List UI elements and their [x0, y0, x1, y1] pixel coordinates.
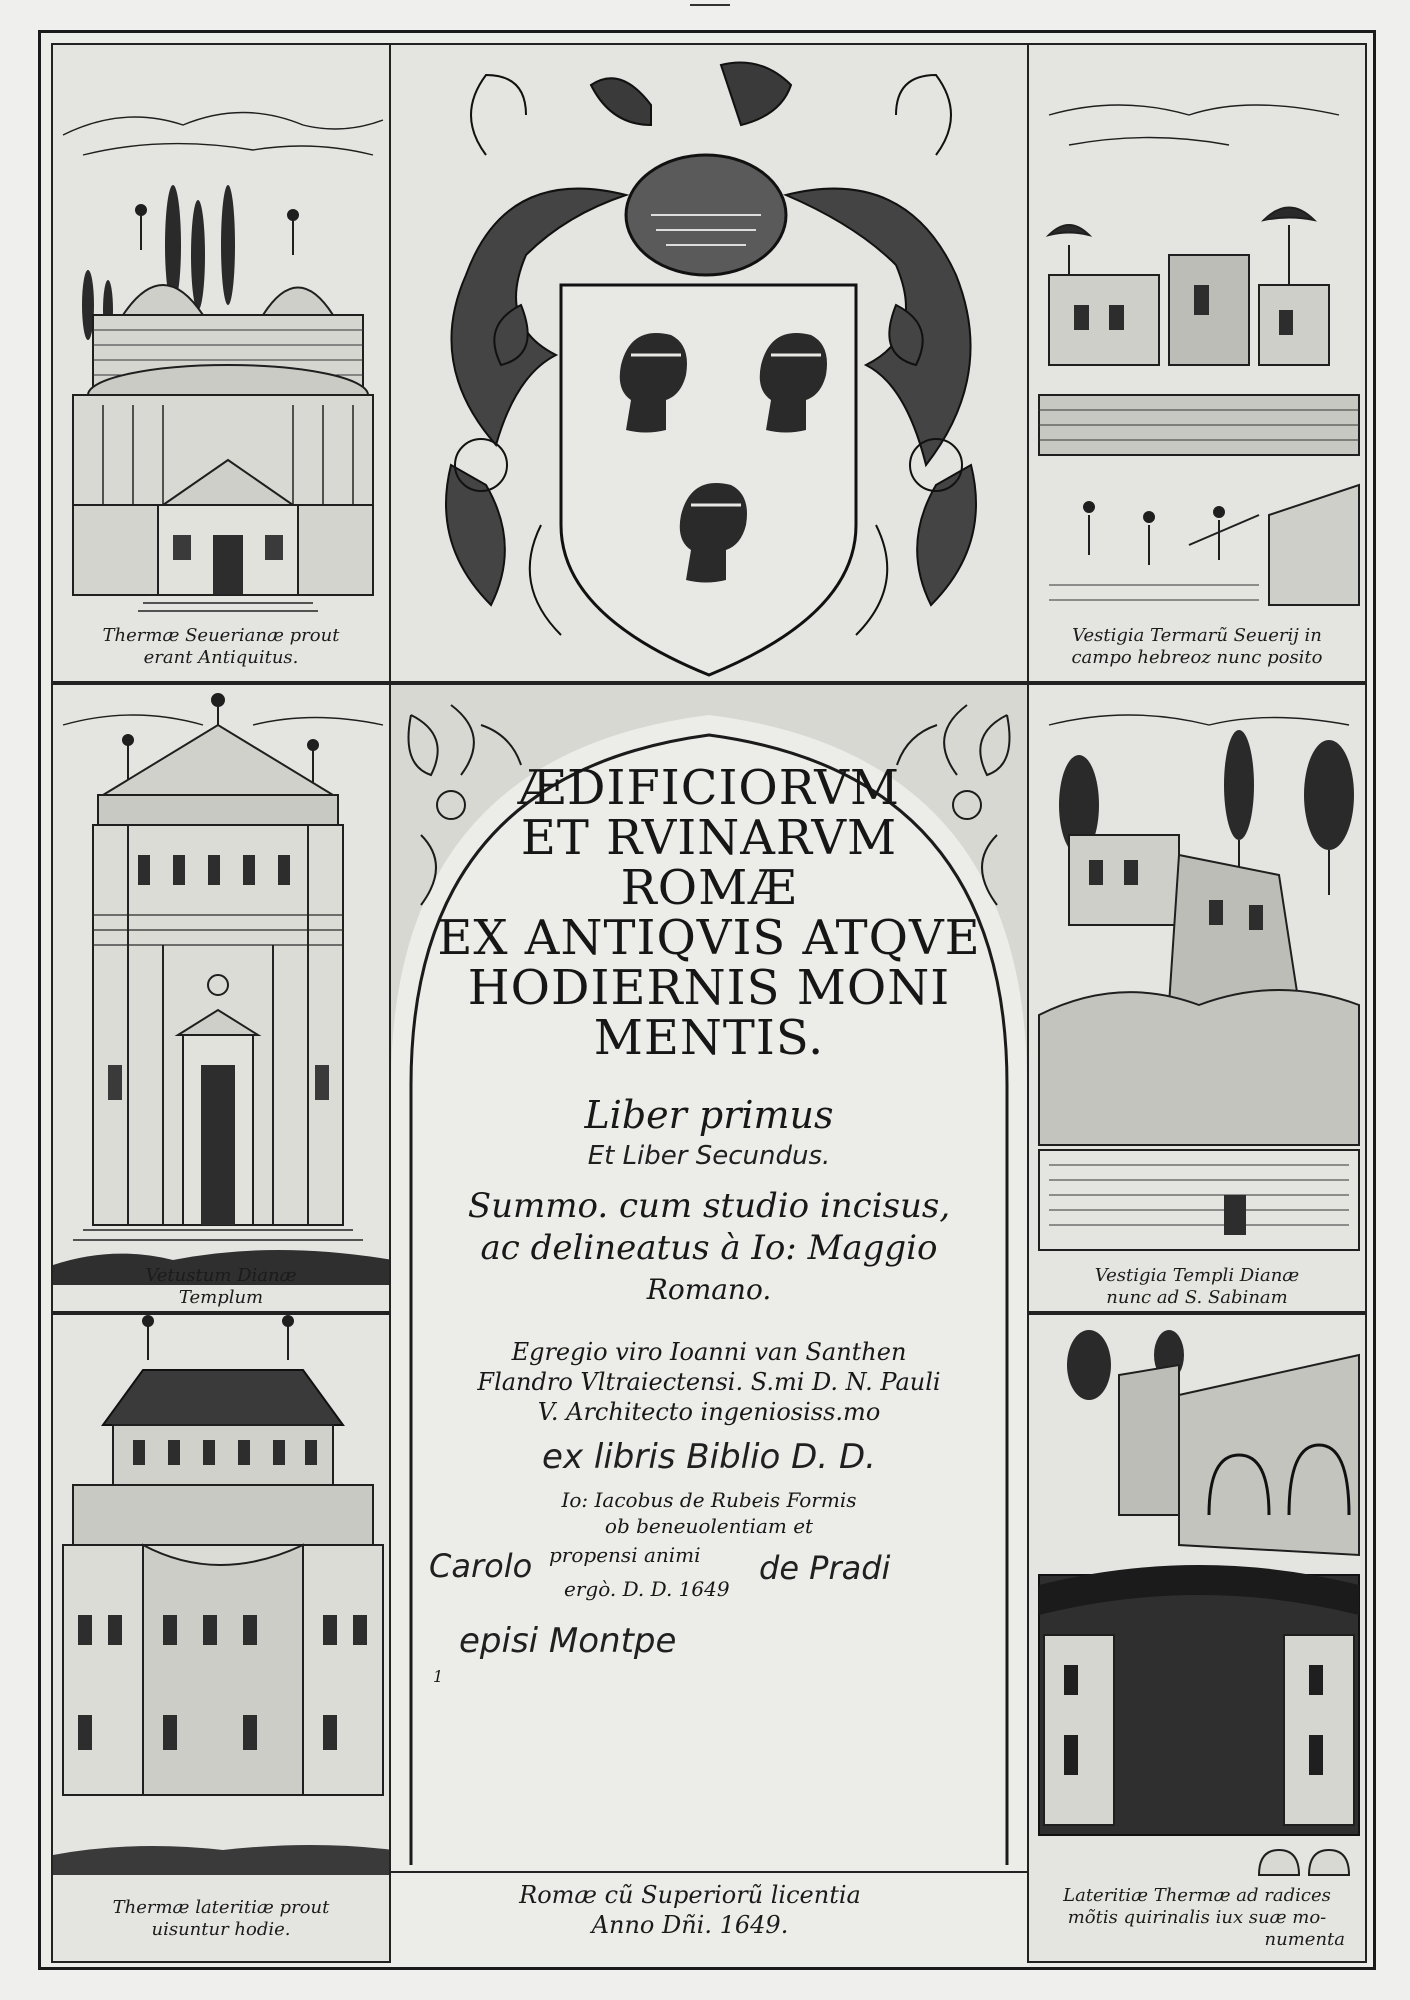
handwritten-de-pradi: de Pradi: [759, 1549, 891, 1587]
caption-line: Vestigia Templi Dianæ: [1094, 1265, 1300, 1286]
dedication-line: V. Architecto ingeniosiss.mo: [537, 1398, 881, 1426]
handwritten-ex-libris: ex libris Biblio D. D.: [542, 1437, 876, 1477]
handwritten-liber-secundus: Et Liber Secundus.: [587, 1141, 831, 1171]
incisus-line: Summo. cum studio incisus,: [467, 1186, 951, 1226]
title-line: ÆDIFICIORVM: [517, 760, 901, 816]
caption-line: Lateritiæ Thermæ ad radices: [1063, 1885, 1331, 1906]
panel-vestigia-templi-dianae: [1027, 683, 1367, 1313]
thermae-severianae-engraving: [53, 45, 391, 683]
propensi-animi: propensi animi: [549, 1543, 701, 1567]
page-top-mark: [690, 4, 730, 6]
caption-line: uisuntur hodie.: [151, 1919, 291, 1940]
title-line: EX ANTIQVIS ATQVE: [437, 910, 981, 966]
caption-thermae-lateritiae: [53, 1897, 389, 1941]
caption-line: mõtis quirinalis iux suæ mo-: [1067, 1907, 1327, 1928]
caption-line: nunc ad S. Sabinam: [1106, 1287, 1288, 1308]
coat-of-arms-engraving: [391, 45, 1027, 683]
title-block: [429, 760, 989, 1686]
temple-of-diana-engraving: [53, 685, 391, 1313]
caption-lateritiae-quirinalis: [1029, 1885, 1365, 1951]
dedication-line: Flandro Vltraiectensi. S.mi D. N. Pauli: [477, 1368, 941, 1396]
imprint: [420, 1880, 960, 1940]
handwritten-episcopi: episi Montpe: [459, 1621, 677, 1661]
imprint-line: Anno Dñi. 1649.: [591, 1911, 789, 1939]
title-line: MENTIS.: [593, 1010, 825, 1066]
small-mark: 1: [433, 1667, 444, 1686]
panel-thermae-lateritiae: [51, 1313, 391, 1963]
publisher-block: [429, 1487, 989, 1539]
caption-vestigia-templi-dianae: [1029, 1265, 1365, 1309]
dedication-block: [429, 1337, 989, 1427]
incisus-line: Romano.: [646, 1273, 772, 1306]
caption-line: Vetustum Dianæ: [145, 1265, 297, 1286]
panel-coat-of-arms: [391, 43, 1027, 683]
handwritten-carolo: Carolo: [429, 1547, 533, 1585]
caption-vestigia-termarum: [1029, 625, 1365, 669]
publisher-line: ob beneuolentiam et: [604, 1514, 814, 1538]
caption-line: Thermæ lateritiæ prout: [112, 1897, 330, 1918]
panel-thermae-severianae: [51, 43, 391, 683]
caption-line: campo hebreoz nunc posito: [1071, 647, 1323, 668]
publisher-line: Io: Iacobus de Rubeis Formis: [561, 1488, 857, 1512]
incisus-block: [429, 1185, 989, 1311]
ergo-date: ergò. D. D. 1649: [564, 1577, 730, 1601]
title-line: ET RVINARVM ROMÆ: [520, 810, 898, 916]
caption-line: Vestigia Termarũ Seuerij in: [1072, 625, 1322, 646]
quirinal-ruins-engraving: [1029, 1315, 1367, 1963]
engraved-plate: [38, 30, 1376, 1970]
panel-lateritiae-quirinalis: [1027, 1313, 1367, 1963]
thermae-lateritiae-engraving: [53, 1315, 391, 1963]
caption-thermae-severianae: [53, 625, 389, 669]
propensi-row: [429, 1541, 989, 1611]
caption-line: numenta: [1264, 1929, 1345, 1950]
caption-vetustum-dianae: [53, 1265, 389, 1309]
vestigia-templi-engraving: [1029, 685, 1367, 1313]
incisus-line: ac delineatus à Io: Maggio: [480, 1228, 938, 1268]
caption-line: Thermæ Seuerianæ prout: [102, 625, 340, 646]
vestigia-termarum-engraving: [1029, 45, 1367, 683]
liber-primus: Liber primus: [584, 1093, 834, 1137]
caption-line: erant Antiquitus.: [143, 647, 299, 668]
dedication-line: Egregio viro Ioanni van Santhen: [511, 1338, 907, 1366]
title-line: HODIERNIS MONI: [467, 960, 951, 1016]
panel-vetustum-dianae: [51, 683, 391, 1313]
panel-vestigia-termarum: [1027, 43, 1367, 683]
caption-line: Templum: [178, 1287, 264, 1308]
imprint-line: Romæ cũ Superiorũ licentia: [519, 1881, 861, 1909]
